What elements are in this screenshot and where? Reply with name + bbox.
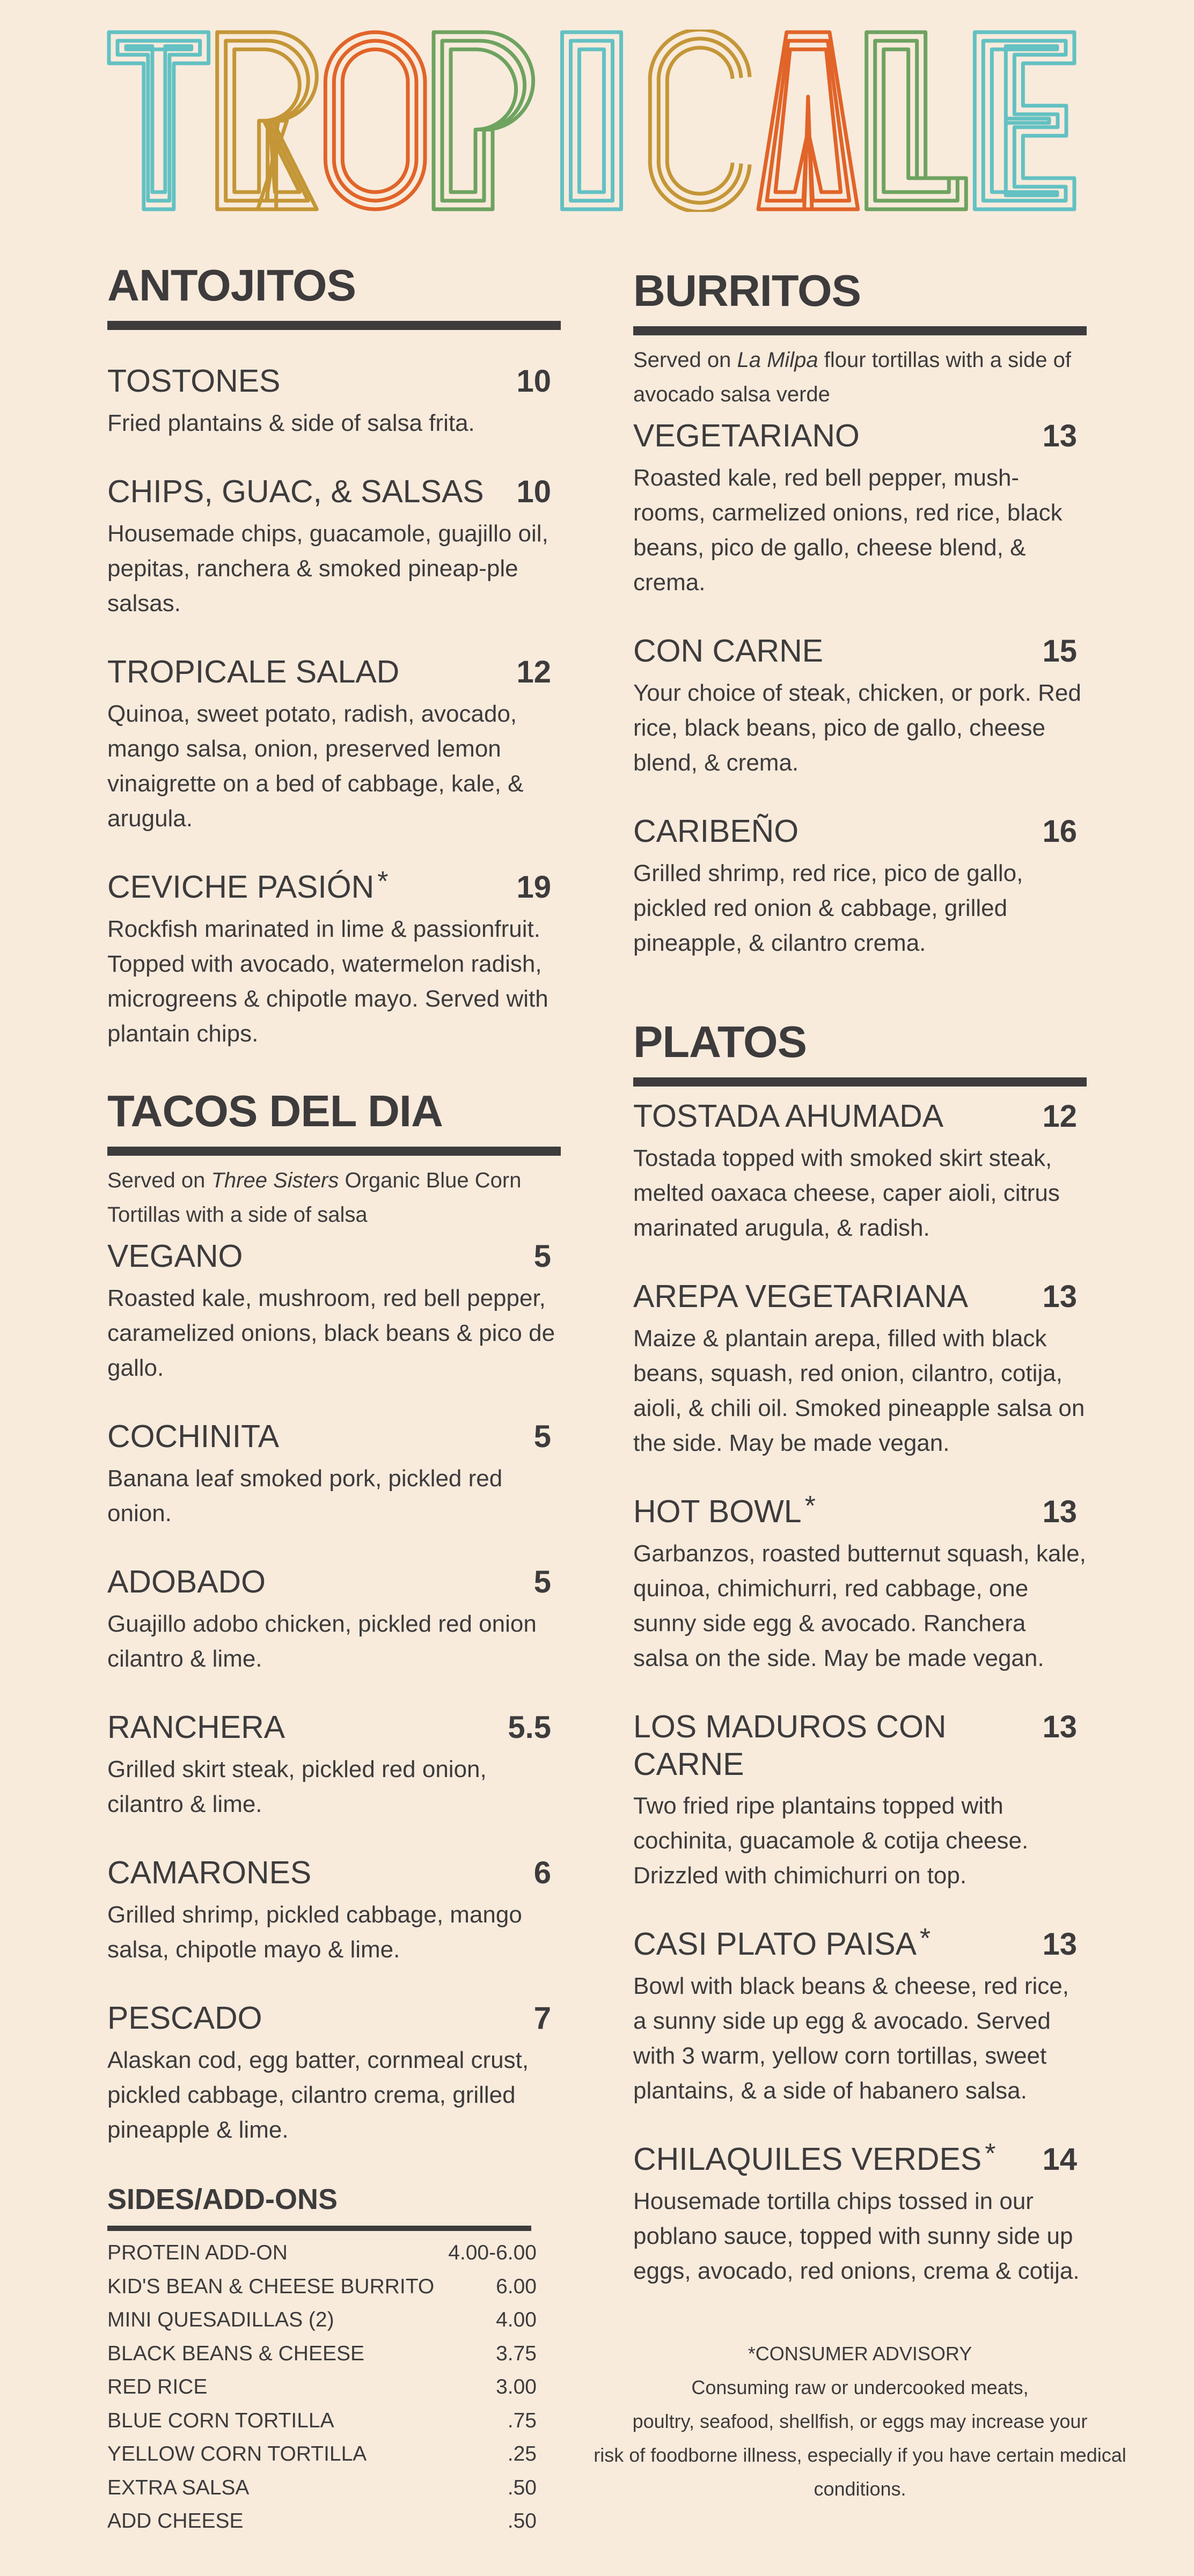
logo-letter [109, 32, 209, 209]
platos-section [633, 1019, 1087, 2288]
menu-item-description: Alaskan cod, egg batter, cornmeal crust, pickled cabbage, cilantro crema, grilled pineapple & lime. [107, 2047, 529, 2143]
menu-item [107, 1708, 561, 1822]
side-price: 6.00 [496, 2274, 537, 2298]
side-name: BLUE CORN TORTILLA [107, 2409, 334, 2432]
menu-item-name: COCHINITA [107, 1419, 280, 1454]
menu-item-description: Garbanzos, roasted butternut squash, kale, quinoa, chimichurri, red cabbage, one sunny side egg & avocado. Ranchera salsa on the side. May be made vegan. [633, 1540, 1086, 1671]
side-price: 3.75 [496, 2342, 537, 2365]
menu-item-price: 13 [1042, 1709, 1077, 1744]
logo-letter [758, 32, 858, 209]
burritos-title: BURRITOS [633, 266, 861, 315]
menu-item-description: Roasted kale, red bell pepper, mush-rooms, carmelized onions, red rice, black beans, pico de gallo, cheese blend, & crema. [633, 465, 1063, 596]
logo-letter [562, 32, 621, 209]
side-price: .25 [507, 2442, 537, 2465]
section-divider [107, 2226, 531, 2231]
side-row [107, 2270, 537, 2304]
advisory-line: risk of foodborne illness, especially if you have certain medical [594, 2444, 1126, 2466]
sides-list [107, 2236, 537, 2538]
menu-item-name: CON CARNE [633, 633, 824, 669]
sides-section [107, 2185, 561, 2538]
menu-item-name: CHIPS, GUAC, & SALSAS [107, 474, 484, 509]
tacos-title: TACOS DEL DIA [107, 1086, 443, 1136]
side-price: .50 [507, 2509, 537, 2533]
side-name: PROTEIN ADD-ON [107, 2241, 288, 2264]
consumer-advisory [569, 2337, 1151, 2506]
menu-item-description: Bowl with black beans & cheese, red rice, a sunny side up egg & avocado. Served with 3 warm, yellow corn tortillas, sweet plantains, & a side of habanero salsa. [633, 1973, 1069, 2104]
side-name: YELLOW CORN TORTILLA [107, 2442, 367, 2465]
side-name: MINI QUESADILLAS (2) [107, 2308, 334, 2331]
menu-item-price: 5 [533, 1565, 551, 1599]
menu-item-name: HOT BOWL [633, 1494, 802, 1529]
menu-item-name: CEVICHE PASIÓN [107, 869, 375, 905]
logo-letter [434, 32, 533, 209]
side-row [107, 2303, 537, 2337]
menu-item-header [107, 653, 561, 691]
side-row [107, 2505, 537, 2538]
menu-item-name: AREPA VEGETARIANA [633, 1279, 969, 1314]
menu-item [107, 362, 561, 441]
menu-item [107, 1854, 561, 1967]
menu-item-description: Fried plantains & side of salsa frita. [107, 410, 475, 436]
menu-item-name: VEGANO [107, 1238, 243, 1274]
antojitos-items [107, 362, 561, 1051]
side-name: BLACK BEANS & CHEESE [107, 2342, 365, 2365]
menu-item-header [107, 1563, 561, 1601]
menu-item-description: Banana leaf smoked pork, pickled red onion. [107, 1465, 503, 1526]
menu-item [107, 473, 561, 621]
tropicale-logo [105, 30, 1079, 212]
menu-item-name: RANCHERA [107, 1709, 285, 1745]
section-divider [107, 1147, 561, 1156]
advisory-star: * [804, 1491, 816, 1522]
menu-item-description: Quinoa, sweet potato, radish, avocado, mango salsa, onion, preserved lemon vinaigrette on a bed of cabbage, kale, & arugula. [107, 701, 524, 832]
menu-item [107, 868, 561, 1051]
menu-item-header [633, 1097, 1087, 1135]
left-column [107, 260, 561, 2538]
tacos-section [107, 1086, 561, 2147]
advisory-star: * [919, 1923, 931, 1954]
advisory-line: Consuming raw or undercooked meats, [691, 2376, 1029, 2398]
menu-item-header [107, 473, 561, 511]
side-name: KID'S BEAN & CHEESE BURRITO [107, 2274, 435, 2298]
menu-item [107, 1418, 561, 1531]
menu-item-description: Grilled shrimp, red rice, pico de gallo, pickled red onion & cabbage, grilled pineapple, & cilantro crema. [633, 860, 1023, 956]
section-divider [633, 326, 1087, 335]
menu-item [107, 1237, 561, 1385]
menu-item-name: ADOBADO [107, 1564, 266, 1599]
menu-item-header [633, 1278, 1087, 1316]
side-row [107, 2236, 537, 2270]
menu-item [107, 1999, 561, 2147]
menu-item-header [633, 2140, 1087, 2178]
advisory-star: * [377, 866, 389, 897]
right-column [633, 268, 1087, 2288]
antojitos-title: ANTOJITOS [107, 260, 356, 310]
menu-item-price: 10 [516, 474, 551, 509]
menu-item [633, 1278, 1087, 1461]
logo-letter [217, 32, 317, 209]
side-name: RED RICE [107, 2375, 208, 2398]
logo-letter [867, 32, 966, 209]
menu-item [633, 1493, 1087, 1676]
logo-letter [325, 32, 425, 209]
menu-item-price: 5 [533, 1419, 551, 1454]
menu-item-header [107, 1418, 561, 1456]
menu-item-name: CARIBEÑO [633, 813, 799, 849]
logo-letter [650, 30, 750, 212]
menu-item-price: 13 [1042, 1494, 1077, 1529]
menu-item-description: Grilled skirt steak, pickled red onion, cilantro & lime. [107, 1756, 487, 1817]
menu-item [633, 1925, 1087, 2108]
menu-item-price: 10 [516, 364, 551, 399]
menu-item-price: 15 [1042, 634, 1077, 669]
side-row [107, 2438, 537, 2471]
menu-item-price: 5.5 [508, 1710, 551, 1745]
menu-item-header [633, 1925, 1087, 1963]
menu-item-header [107, 868, 561, 906]
menu-item-header [107, 1854, 561, 1892]
menu-item-name: LOS MADUROS CON CARNE [633, 1709, 947, 1782]
tacos-items [107, 1237, 561, 2147]
tacos-note: Served on Three Sisters Organic Blue Corn Tortillas with a side of salsa [107, 1169, 522, 1227]
menu-item-header [633, 417, 1087, 455]
menu-item-price: 5 [533, 1239, 551, 1274]
menu-item-price: 6 [533, 1855, 551, 1890]
antojitos-section [107, 260, 561, 1051]
platos-title: PLATOS [633, 1017, 807, 1067]
burritos-section [633, 268, 1087, 960]
menu-item-description: Roasted kale, mushroom, red bell pepper, caramelized onions, black beans & pico de gallo. [107, 1285, 555, 1381]
menu-item-header [633, 632, 1087, 670]
menu-item-description: Guajillo adobo chicken, pickled red onion cilantro & lime. [107, 1611, 537, 1672]
side-row [107, 2370, 537, 2404]
menu-item [633, 812, 1087, 960]
side-name: ADD CHEESE [107, 2509, 244, 2533]
menu-item-description: Two fried ripe plantains topped with cochinita, guacamole & cotija cheese. Drizzled with chimichurri on top. [633, 1793, 1029, 1889]
burritos-items [633, 417, 1087, 960]
advisory-line: conditions. [814, 2478, 906, 2500]
menu-item [633, 2140, 1087, 2288]
menu-item [633, 1097, 1087, 1245]
menu-item-price: 19 [516, 870, 551, 905]
menu-item-name: CAMARONES [107, 1855, 312, 1890]
menu-item-price: 7 [533, 2001, 551, 2036]
side-name: EXTRA SALSA [107, 2476, 250, 2499]
menu-item-header [107, 1237, 561, 1275]
burritos-note: Served on La Milpa flour tortillas with a side of avocado salsa verde [633, 348, 1071, 406]
menu-item-header [633, 1493, 1087, 1531]
menu-item-name: TOSTADA AHUMADA [633, 1098, 944, 1134]
menu-item-name: VEGETARIANO [633, 418, 860, 453]
advisory-star: * [985, 2138, 996, 2169]
menu-item-name: CHILAQUILES VERDES [633, 2141, 982, 2177]
section-divider [633, 1077, 1087, 1087]
side-price: 3.00 [496, 2375, 537, 2398]
sides-title: SIDES/ADD-ONS [107, 2183, 338, 2215]
side-row [107, 2404, 537, 2438]
menu-item [633, 632, 1087, 780]
menu-item-name: TOSTONES [107, 363, 281, 399]
menu-item-price: 13 [1042, 419, 1077, 453]
menu-item-description: Your choice of steak, chicken, or pork. Red rice, black beans, pico de gallo, cheese blend, & crema. [633, 680, 1081, 776]
menu-item-name: PESCADO [107, 2000, 262, 2036]
menu-item-description: Rockfish marinated in lime & passionfruit. Topped with avocado, watermelon radish, microgreens & chipotle mayo. Served with plantain chips. [107, 916, 548, 1047]
menu-item-description: Housemade tortilla chips tossed in our poblano sauce, topped with sunny side up eggs, avocado, red onions, crema & cotija. [633, 2188, 1080, 2284]
menu-item-price: 13 [1042, 1927, 1077, 1962]
side-price: .75 [507, 2409, 537, 2432]
menu-item-description: Tostada topped with smoked skirt steak, melted oaxaca cheese, caper aioli, citrus marinated arugula, & radish. [633, 1145, 1060, 1241]
platos-items [633, 1097, 1087, 2288]
menu-item [633, 417, 1087, 600]
menu-item [107, 1563, 561, 1676]
advisory-line: poultry, seafood, shellfish, or eggs may increase your [632, 2410, 1088, 2432]
menu-item-header [107, 1999, 561, 2037]
advisory-title: *CONSUMER ADVISORY [748, 2343, 972, 2365]
menu-item-header [633, 1708, 1087, 1783]
menu-item-name: CASI PLATO PAISA [633, 1926, 917, 1962]
section-divider [107, 321, 561, 330]
side-price: 4.00-6.00 [448, 2241, 537, 2264]
menu-item-price: 12 [516, 655, 551, 689]
menu-item-price: 12 [1042, 1099, 1077, 1134]
menu-item-header [107, 362, 561, 400]
menu-item-price: 14 [1042, 2142, 1077, 2177]
menu-item-price: 16 [1042, 814, 1077, 849]
menu-item-name: TROPICALE SALAD [107, 654, 400, 689]
side-row [107, 2471, 537, 2505]
menu-item-header [633, 812, 1087, 850]
side-row [107, 2337, 537, 2371]
side-price: .50 [507, 2476, 537, 2499]
menu-item-header [107, 1708, 561, 1746]
menu-item [107, 653, 561, 836]
menu-item-description: Grilled shrimp, pickled cabbage, mango salsa, chipotle mayo & lime. [107, 1902, 522, 1963]
logo-letter [975, 32, 1074, 209]
menu-item-description: Maize & plantain arepa, filled with black beans, squash, red onion, cilantro, cotija, aioli, & chili oil. Smoked pineapple salsa on the side. May be made vegan. [633, 1325, 1085, 1456]
menu-item [633, 1708, 1087, 1893]
menu-item-description: Housemade chips, guacamole, guajillo oil, pepitas, ranchera & smoked pineap-ple salsas. [107, 520, 548, 617]
side-price: 4.00 [496, 2308, 537, 2331]
menu-item-price: 13 [1042, 1279, 1077, 1314]
